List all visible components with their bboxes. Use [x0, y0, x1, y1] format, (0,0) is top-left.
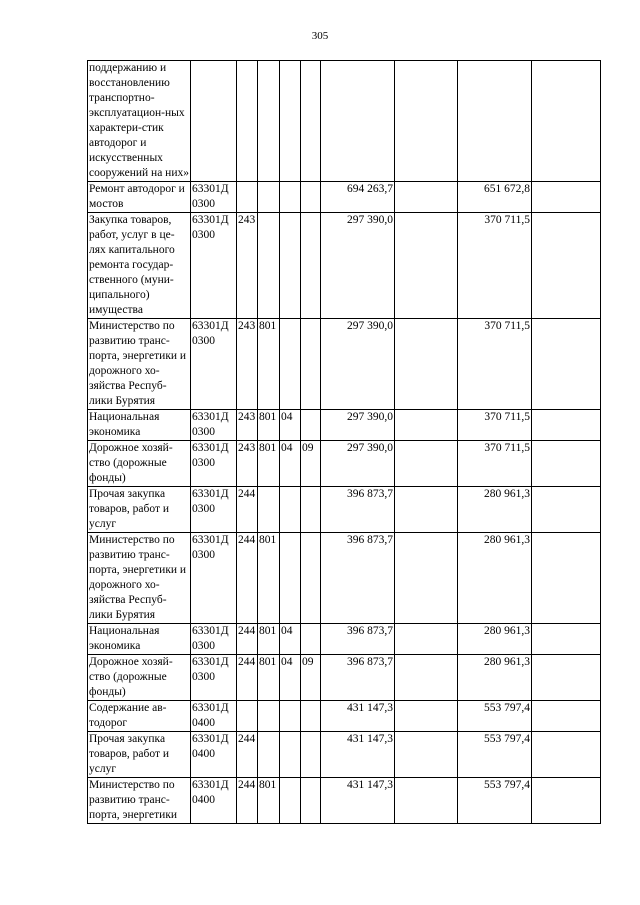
cell-sum-3: 651 672,8 — [458, 182, 532, 213]
cell-grbs-code — [258, 701, 280, 732]
cell-subsection — [301, 182, 321, 213]
cell-target-code: 63301Д 0300 — [191, 441, 237, 487]
cell-name: Прочая закупка товаров, работ и услуг — [88, 487, 191, 533]
cell-grbs-code — [258, 487, 280, 533]
cell-sum-3: 370 711,5 — [458, 213, 532, 319]
cell-sum-2 — [395, 655, 458, 701]
cell-subsection — [301, 701, 321, 732]
cell-name: Министерство по развитию транс-порта, энергетики и дорожного хо-зяйства Респуб-лики Бурятия — [88, 319, 191, 410]
table-row — [88, 319, 601, 410]
cell-sum-4 — [532, 213, 601, 319]
cell-sum-2 — [395, 487, 458, 533]
cell-expense-type: 244 — [237, 778, 258, 824]
cell-sum-1: 431 147,3 — [321, 778, 395, 824]
cell-section — [280, 732, 301, 778]
table-row — [88, 701, 601, 732]
cell-subsection: 09 — [301, 441, 321, 487]
page-number: 305 — [311, 30, 329, 42]
cell-target-code: 63301Д 0300 — [191, 624, 237, 655]
cell-sum-2 — [395, 61, 458, 182]
cell-sum-3: 553 797,4 — [458, 701, 532, 732]
cell-sum-2 — [395, 441, 458, 487]
cell-name: Министерство по развитию транс-порта, энергетики — [88, 778, 191, 824]
cell-grbs-code: 801 — [258, 319, 280, 410]
cell-sum-4 — [532, 182, 601, 213]
cell-expense-type — [237, 182, 258, 213]
cell-sum-1: 297 390,0 — [321, 441, 395, 487]
cell-sum-1: 431 147,3 — [321, 732, 395, 778]
cell-sum-2 — [395, 732, 458, 778]
cell-sum-3: 280 961,3 — [458, 655, 532, 701]
cell-section — [280, 778, 301, 824]
cell-expense-type: 244 — [237, 624, 258, 655]
cell-grbs-code — [258, 61, 280, 182]
cell-sum-2 — [395, 624, 458, 655]
cell-expense-type: 244 — [237, 487, 258, 533]
cell-subsection — [301, 213, 321, 319]
cell-sum-4 — [532, 655, 601, 701]
cell-sum-3: 280 961,3 — [458, 624, 532, 655]
cell-sum-1: 431 147,3 — [321, 701, 395, 732]
cell-grbs-code: 801 — [258, 778, 280, 824]
cell-target-code — [191, 61, 237, 182]
cell-subsection — [301, 410, 321, 441]
budget-table — [87, 60, 601, 824]
cell-subsection — [301, 732, 321, 778]
table-row — [88, 533, 601, 624]
table-body — [88, 61, 601, 824]
cell-subsection — [301, 533, 321, 624]
cell-sum-2 — [395, 533, 458, 624]
cell-sum-4 — [532, 487, 601, 533]
cell-expense-type: 243 — [237, 410, 258, 441]
cell-sum-1: 297 390,0 — [321, 213, 395, 319]
cell-sum-4 — [532, 533, 601, 624]
cell-sum-4 — [532, 319, 601, 410]
cell-section — [280, 182, 301, 213]
cell-section: 04 — [280, 624, 301, 655]
cell-sum-1: 396 873,7 — [321, 655, 395, 701]
cell-sum-1: 694 263,7 — [321, 182, 395, 213]
cell-expense-type: 244 — [237, 533, 258, 624]
cell-sum-1 — [321, 61, 395, 182]
table-row — [88, 213, 601, 319]
cell-subsection: 09 — [301, 655, 321, 701]
table-row — [88, 410, 601, 441]
cell-grbs-code: 801 — [258, 441, 280, 487]
cell-target-code: 63301Д 0400 — [191, 701, 237, 732]
cell-name: Закупка товаров, работ, услуг в це-лях капитального ремонта государ-ственного (муни-ципального) имущества — [88, 213, 191, 319]
cell-subsection — [301, 624, 321, 655]
cell-grbs-code: 801 — [258, 533, 280, 624]
cell-sum-2 — [395, 182, 458, 213]
cell-name: Дорожное хозяй-ство (дорожные фонды) — [88, 655, 191, 701]
cell-sum-3: 280 961,3 — [458, 533, 532, 624]
cell-target-code: 63301Д 0300 — [191, 487, 237, 533]
table-row — [88, 778, 601, 824]
cell-sum-3: 370 711,5 — [458, 441, 532, 487]
cell-sum-4 — [532, 410, 601, 441]
cell-sum-4 — [532, 701, 601, 732]
cell-section — [280, 533, 301, 624]
cell-target-code: 63301Д 0300 — [191, 182, 237, 213]
cell-sum-3: 370 711,5 — [458, 410, 532, 441]
cell-sum-2 — [395, 213, 458, 319]
cell-name: Ремонт автодорог и мостов — [88, 182, 191, 213]
cell-target-code: 63301Д 0400 — [191, 778, 237, 824]
cell-expense-type: 243 — [237, 213, 258, 319]
cell-name: поддержанию и восстановлению транспортно-эксплуатацион-ных характери-стик автодорог и искусственных сооружений на них» — [88, 61, 191, 182]
cell-sum-2 — [395, 701, 458, 732]
cell-expense-type: 244 — [237, 732, 258, 778]
cell-sum-3: 280 961,3 — [458, 487, 532, 533]
cell-sum-3: 553 797,4 — [458, 732, 532, 778]
cell-section — [280, 319, 301, 410]
table-row — [88, 655, 601, 701]
cell-target-code: 63301Д 0300 — [191, 533, 237, 624]
table-row — [88, 441, 601, 487]
table-row — [88, 61, 601, 182]
cell-grbs-code — [258, 182, 280, 213]
cell-expense-type — [237, 61, 258, 182]
cell-name: Министерство по развитию транс-порта, энергетики и дорожного хо-зяйства Респуб-лики Бурятия — [88, 533, 191, 624]
cell-section: 04 — [280, 655, 301, 701]
cell-sum-4 — [532, 441, 601, 487]
cell-name: Дорожное хозяй-ство (дорожные фонды) — [88, 441, 191, 487]
cell-sum-1: 396 873,7 — [321, 487, 395, 533]
cell-sum-4 — [532, 624, 601, 655]
cell-target-code: 63301Д 0300 — [191, 213, 237, 319]
cell-sum-2 — [395, 319, 458, 410]
cell-grbs-code: 801 — [258, 655, 280, 701]
cell-sum-4 — [532, 61, 601, 182]
cell-name: Прочая закупка товаров, работ и услуг — [88, 732, 191, 778]
cell-subsection — [301, 778, 321, 824]
cell-sum-4 — [532, 778, 601, 824]
cell-target-code: 63301Д 0300 — [191, 319, 237, 410]
cell-section: 04 — [280, 441, 301, 487]
cell-sum-4 — [532, 732, 601, 778]
cell-sum-3 — [458, 61, 532, 182]
cell-sum-3: 370 711,5 — [458, 319, 532, 410]
cell-name: Национальная экономика — [88, 410, 191, 441]
cell-sum-2 — [395, 410, 458, 441]
cell-sum-1: 297 390,0 — [321, 319, 395, 410]
cell-expense-type: 244 — [237, 655, 258, 701]
cell-subsection — [301, 319, 321, 410]
cell-expense-type: 243 — [237, 441, 258, 487]
cell-subsection — [301, 61, 321, 182]
table-row — [88, 487, 601, 533]
cell-grbs-code: 801 — [258, 624, 280, 655]
cell-subsection — [301, 487, 321, 533]
cell-grbs-code: 801 — [258, 410, 280, 441]
cell-section — [280, 487, 301, 533]
cell-sum-1: 396 873,7 — [321, 624, 395, 655]
cell-section: 04 — [280, 410, 301, 441]
cell-section — [280, 701, 301, 732]
cell-section — [280, 213, 301, 319]
cell-section — [280, 61, 301, 182]
cell-sum-1: 297 390,0 — [321, 410, 395, 441]
cell-target-code: 63301Д 0300 — [191, 410, 237, 441]
cell-sum-2 — [395, 778, 458, 824]
cell-sum-3: 553 797,4 — [458, 778, 532, 824]
cell-target-code: 63301Д 0300 — [191, 655, 237, 701]
cell-expense-type — [237, 701, 258, 732]
cell-grbs-code — [258, 213, 280, 319]
table-row — [88, 732, 601, 778]
cell-target-code: 63301Д 0400 — [191, 732, 237, 778]
cell-sum-1: 396 873,7 — [321, 533, 395, 624]
table-row — [88, 624, 601, 655]
cell-name: Национальная экономика — [88, 624, 191, 655]
cell-grbs-code — [258, 732, 280, 778]
table-row — [88, 182, 601, 213]
cell-name: Содержание ав-тодорог — [88, 701, 191, 732]
cell-expense-type: 243 — [237, 319, 258, 410]
